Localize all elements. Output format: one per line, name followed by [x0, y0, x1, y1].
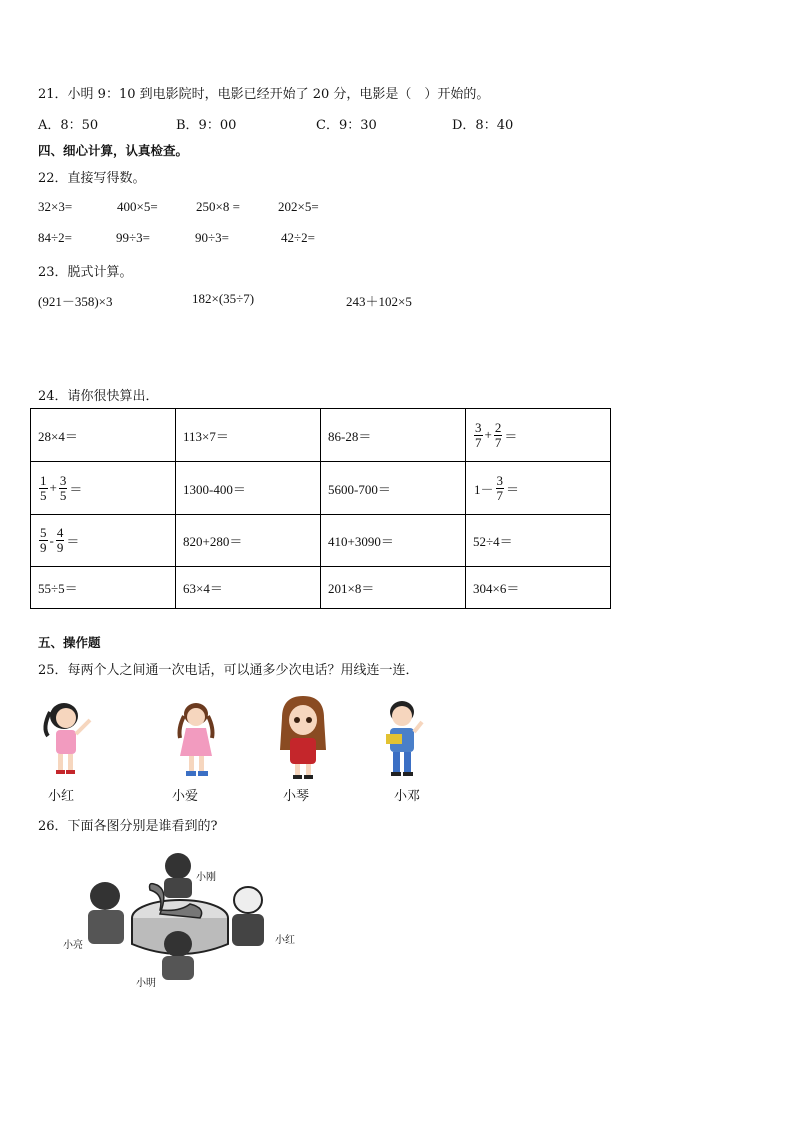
table-row — [31, 515, 611, 567]
q26-illustration — [60, 848, 310, 993]
fraction: $\frac{3}{7}$ — [475, 419, 482, 450]
label-top: 小刚 — [196, 872, 216, 883]
table-cell-fraction: $\frac{1}{5}$ + $\frac{3}{5}$ ＝ — [31, 462, 176, 515]
q22-item: 250×8 = — [196, 199, 240, 214]
q21-option-a: A．8：50 — [38, 118, 99, 133]
fraction: $\frac{5}{9}$ — [40, 525, 47, 555]
girl-figure-icon — [38, 698, 100, 778]
fraction: $\frac{4}{9}$ — [56, 525, 64, 555]
fraction: $\frac{3}{5}$ — [59, 472, 67, 503]
table-row — [31, 567, 611, 609]
table-cell: 201×8＝ — [321, 567, 466, 609]
table-cell: 28×4＝ — [31, 409, 176, 462]
table-cell: 86-28＝ — [321, 409, 466, 462]
table-cell: 113×7＝ — [176, 409, 321, 462]
table-row — [31, 409, 611, 462]
table-cell: 820+280＝ — [176, 515, 321, 567]
q21-option-b: B．9：00 — [176, 118, 237, 133]
q22-item: 99÷3= — [116, 230, 150, 245]
table-cell-fraction: $\frac{5}{9}$ - $\frac{4}{9}$ ＝ — [31, 515, 176, 567]
table-cell: 55÷5＝ — [31, 567, 176, 609]
fraction: $\frac{2}{7}$ — [494, 419, 502, 450]
section-4-heading: 四、细心计算，认真检查。 — [38, 143, 189, 158]
girl-long-hair-figure-icon — [276, 694, 330, 782]
question-25-title: 25．每两个人之间通一次电话，可以通多少次电话？用线连一连． — [38, 663, 419, 678]
question-22-title: 22．直接写得数。 — [38, 171, 146, 186]
person-name-label: 小爱 — [172, 789, 199, 804]
table-cell-fraction: $\frac{3}{7}$ + $\frac{2}{7}$ ＝ — [466, 409, 611, 462]
table-cell: 63×4＝ — [176, 567, 321, 609]
question-21-text: 21．小明 9：10 到电影院时，电影已经开始了 20 分，电影是（ ）开始的。 — [38, 87, 490, 102]
table-row — [31, 462, 611, 515]
table-cell: 52÷4＝ — [466, 515, 611, 567]
table-cell-fraction: 1－ $\frac{3}{7}$ ＝ — [466, 462, 611, 515]
person-name-label: 小红 — [48, 789, 75, 804]
q22-item: 32×3= — [38, 199, 73, 214]
label-right: 小红 — [275, 935, 295, 946]
table-cell: 5600-700＝ — [321, 462, 466, 515]
section-5-heading: 五、操作题 — [38, 635, 101, 650]
q24-table — [30, 408, 611, 609]
q22-item: 90÷3= — [195, 230, 229, 245]
label-left: 小亮 — [63, 940, 83, 951]
fraction: $\frac{3}{7}$ — [496, 472, 504, 503]
q22-item: 84÷2= — [38, 230, 72, 245]
boy-figure-icon — [378, 696, 430, 784]
table-cell: 304×6＝ — [466, 567, 611, 609]
q22-item: 202×5= — [278, 199, 319, 214]
fraction: $\frac{1}{5}$ — [40, 472, 47, 503]
question-23-title: 23．脱式计算。 — [38, 265, 133, 280]
table-cell: 410+3090＝ — [321, 515, 466, 567]
q23-item: 243＋102×5 — [346, 294, 412, 309]
label-bottom: 小明 — [136, 978, 156, 989]
question-24-title: 24．请你很快算出． — [38, 389, 159, 404]
girl-pigtails-figure-icon — [166, 698, 228, 782]
q21-option-c: C．9：30 — [316, 118, 377, 133]
question-26-title: 26．下面各图分别是谁看到的? — [38, 819, 218, 834]
q22-item: 42÷2= — [281, 230, 315, 245]
children-around-table-icon — [60, 848, 310, 993]
q21-option-d: D．8：40 — [452, 118, 514, 133]
q22-item: 400×5= — [117, 199, 158, 214]
q23-item: 182×(35÷7) — [192, 291, 255, 306]
person-name-label: 小琴 — [283, 789, 310, 804]
table-cell: 1300-400＝ — [176, 462, 321, 515]
person-name-label: 小邓 — [394, 789, 421, 804]
q23-item: (921－358)×3 — [38, 294, 113, 309]
q25-illustration — [38, 690, 426, 804]
